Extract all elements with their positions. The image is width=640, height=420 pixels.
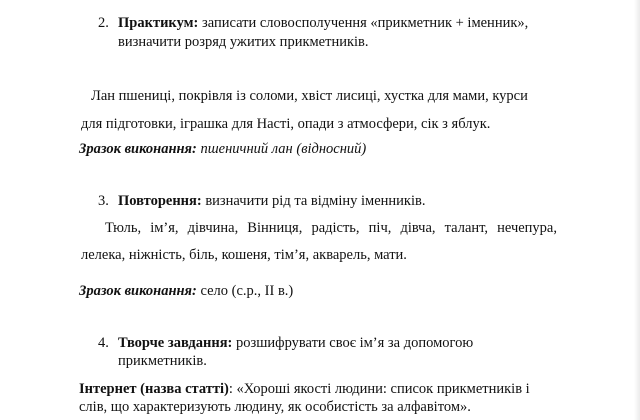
- task-2-heading: Практикум:: [118, 15, 199, 31]
- sample-2-label: Зразок виконання:: [79, 283, 197, 299]
- internet-text: : «Хороші якості людини: список прикметників і: [228, 381, 530, 397]
- task-3-text: визначити рід та відміну іменників.: [201, 193, 426, 209]
- task-4-heading: Творче завдання:: [118, 335, 233, 351]
- sample-2-value: село (с.р., ІІ в.): [196, 283, 294, 299]
- task-4-line-2: прикметників.: [118, 353, 207, 369]
- task-3-line-1: [98, 192, 425, 210]
- task-4-line-1: [98, 334, 473, 352]
- task-2-line-1: [98, 14, 528, 32]
- task-3-heading: Повторення:: [118, 193, 202, 209]
- sample-1-value: пшеничний лан (відносний): [196, 141, 367, 157]
- task-2-number: 2.: [98, 15, 109, 31]
- task-2-line-2: визначити розряд ужитих прикметників.: [118, 34, 369, 50]
- exercise-2-line-2: лелека, ніжність, біль, кошеня, тім’я, акварель, мати.: [81, 247, 407, 263]
- task-4-number: 4.: [98, 335, 109, 351]
- internet-label: Інтернет (назва статті): [79, 381, 229, 397]
- task-2-text: записати словосполучення «прикметник + іменник»,: [198, 15, 529, 31]
- internet-line-1: [79, 380, 530, 398]
- page-edge-shadow: [634, 0, 640, 420]
- exercise-1-line-2: для підготовки, іграшка для Насті, опади з атмосфери, сік з яблук.: [81, 116, 491, 132]
- exercise-2-line-1: Тюль, ім’я, дівчина, Вінниця, радість, піч, дівча, талант, нечепура,: [105, 220, 557, 236]
- task-4-text: розшифрувати своє ім’я за допомогою: [232, 335, 474, 351]
- sample-2: [79, 282, 293, 300]
- exercise-1-line-1: Лан пшениці, покрівля із соломи, хвіст лисиці, хустка для мами, курси: [91, 88, 528, 104]
- sample-1: [79, 140, 366, 158]
- task-3-number: 3.: [98, 193, 109, 209]
- sample-1-label: Зразок виконання:: [79, 141, 197, 157]
- internet-line-2: слів, що характеризують людину, як особистість за алфавітом».: [79, 399, 471, 415]
